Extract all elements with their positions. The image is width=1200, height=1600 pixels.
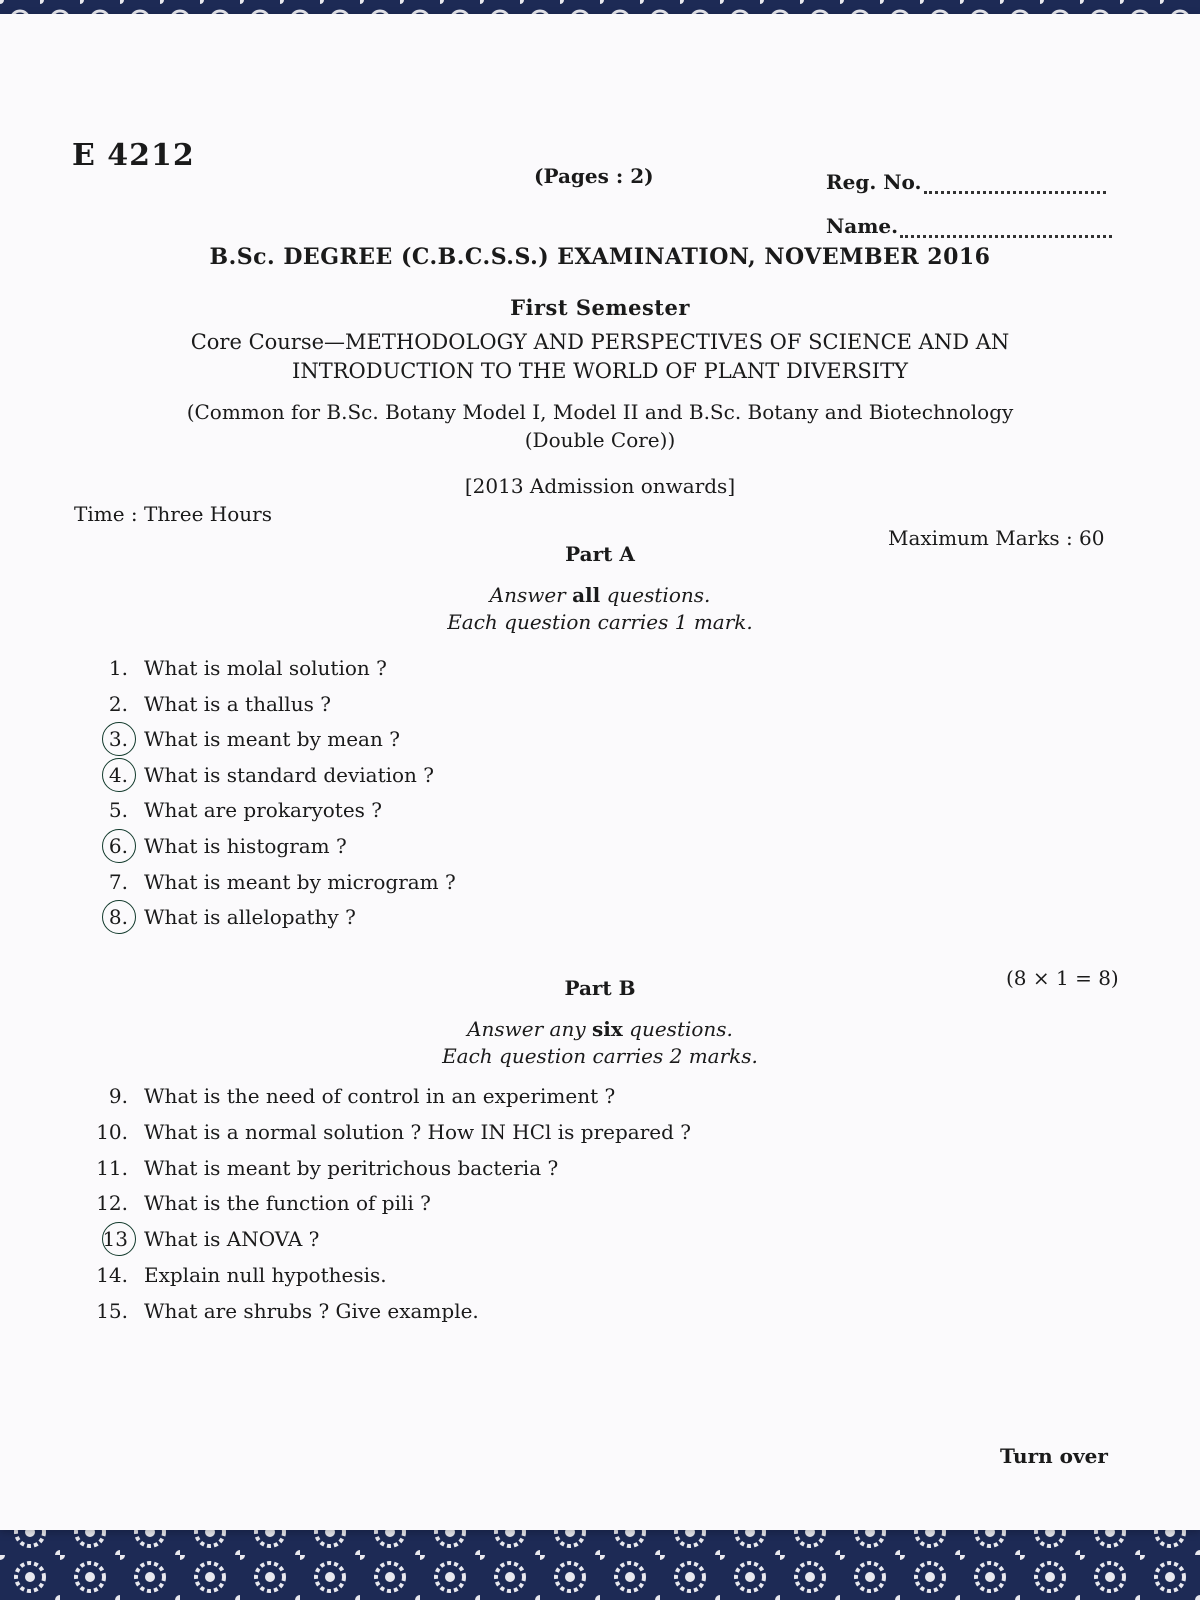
name-blank	[900, 217, 1112, 238]
question-number: 12.	[96, 1191, 128, 1216]
question-item	[94, 1227, 894, 1263]
part-a-instruction-1	[0, 582, 1200, 609]
question-text: What is meant by mean ?	[144, 727, 400, 752]
part-b-instructions	[0, 1016, 1200, 1070]
part-b-instr1-post: questions.	[629, 1017, 733, 1041]
question-text: What are prokaryotes ?	[144, 798, 382, 823]
paper-code: E 4212	[72, 138, 195, 173]
question-text: What is a thallus ?	[144, 691, 331, 716]
exam-title: B.Sc. DEGREE (C.B.C.S.S.) EXAMINATION, NOVEMBER 2016	[209, 244, 991, 270]
question-item	[94, 1156, 894, 1192]
part-a-instr1-bold: all	[572, 583, 601, 607]
name-field	[826, 214, 1112, 238]
question-item	[94, 692, 894, 728]
reg-no-field	[826, 170, 1106, 194]
part-b-question-list	[94, 1084, 894, 1335]
question-number: 15.	[96, 1298, 128, 1323]
admission-note: [2013 Admission onwards]	[464, 474, 736, 498]
question-item	[94, 1120, 894, 1156]
question-text: What is molal solution ?	[144, 656, 387, 680]
question-item	[94, 834, 894, 870]
reg-no-label: Reg. No.	[826, 170, 922, 194]
question-text: What is meant by peritrichous bacteria ?	[144, 1155, 559, 1180]
question-text: What are shrubs ? Give example.	[144, 1298, 479, 1323]
part-b-title: Part B	[564, 976, 636, 1000]
course-title-line1: Core Course—METHODOLOGY AND PERSPECTIVES OF SCIENCE AND AN	[190, 330, 1010, 354]
exam-duration: Time : Three Hours	[74, 502, 272, 526]
common-note-line2: (Double Core))	[524, 428, 676, 452]
course-title-line2: INTRODUCTION TO THE WORLD OF PLANT DIVERSITY	[292, 359, 908, 383]
course-title	[0, 328, 1200, 386]
question-number-circled: 4.	[94, 763, 128, 787]
pages-count: (Pages : 2)	[534, 164, 654, 188]
question-item	[94, 1263, 894, 1299]
question-number: 2.	[108, 691, 128, 716]
turn-over-note: Turn over	[1000, 1444, 1108, 1468]
question-text: What is the function of pili ?	[144, 1191, 431, 1216]
question-text: Explain null hypothesis.	[144, 1262, 387, 1287]
question-text: What is the need of control in an experiment ?	[144, 1084, 616, 1108]
question-text: What is meant by microgram ?	[144, 869, 456, 894]
question-item	[94, 763, 894, 799]
question-item	[94, 870, 894, 906]
question-text: What is a normal solution ? How IN HCl is prepared ?	[144, 1119, 691, 1144]
question-item	[94, 727, 894, 763]
question-number: 1.	[108, 656, 128, 680]
question-text: What is histogram ?	[144, 833, 347, 858]
question-number-circled: 6.	[94, 834, 128, 858]
question-number: 9.	[108, 1084, 128, 1108]
question-item	[94, 656, 894, 692]
part-a-instr1-post: questions.	[606, 583, 711, 607]
question-text: What is ANOVA ?	[144, 1227, 320, 1252]
question-text: What is standard deviation ?	[144, 762, 435, 787]
question-number: 5.	[108, 798, 128, 823]
question-number: 14.	[96, 1262, 128, 1287]
part-a-title: Part A	[565, 542, 635, 566]
question-number-circled: 13	[94, 1227, 128, 1251]
semester: First Semester	[510, 295, 690, 320]
question-item	[94, 798, 894, 834]
maximum-marks: Maximum Marks : 60	[888, 526, 1105, 550]
part-a-instruction-2: Each question carries 1 mark.	[447, 610, 753, 634]
part-a-instructions	[0, 582, 1200, 636]
question-number: 7.	[108, 869, 128, 894]
common-note-line1: (Common for B.Sc. Botany Model I, Model II and B.Sc. Botany and Biotechnology	[186, 400, 1014, 424]
question-item	[94, 1084, 894, 1120]
part-b-instr1-pre: Answer any	[467, 1017, 586, 1041]
question-text: What is allelopathy ?	[144, 905, 356, 930]
part-a-question-list	[94, 656, 894, 941]
common-note	[0, 398, 1200, 454]
question-number: 11.	[96, 1155, 128, 1180]
question-number-circled: 3.	[94, 727, 128, 751]
question-item	[94, 1191, 894, 1227]
name-label: Name.	[826, 214, 899, 238]
question-item	[94, 905, 894, 941]
part-a-score: (8 × 1 = 8)	[1006, 966, 1119, 990]
question-item	[94, 1299, 894, 1335]
part-b-instruction-2: Each question carries 2 marks.	[442, 1044, 758, 1068]
part-b-instruction-1	[0, 1016, 1200, 1043]
part-b-instr1-bold: six	[592, 1017, 623, 1041]
question-number-circled: 8.	[94, 905, 128, 929]
question-number: 10.	[96, 1119, 128, 1144]
part-a-instr1-pre: Answer	[489, 583, 566, 607]
reg-no-blank	[924, 173, 1106, 194]
